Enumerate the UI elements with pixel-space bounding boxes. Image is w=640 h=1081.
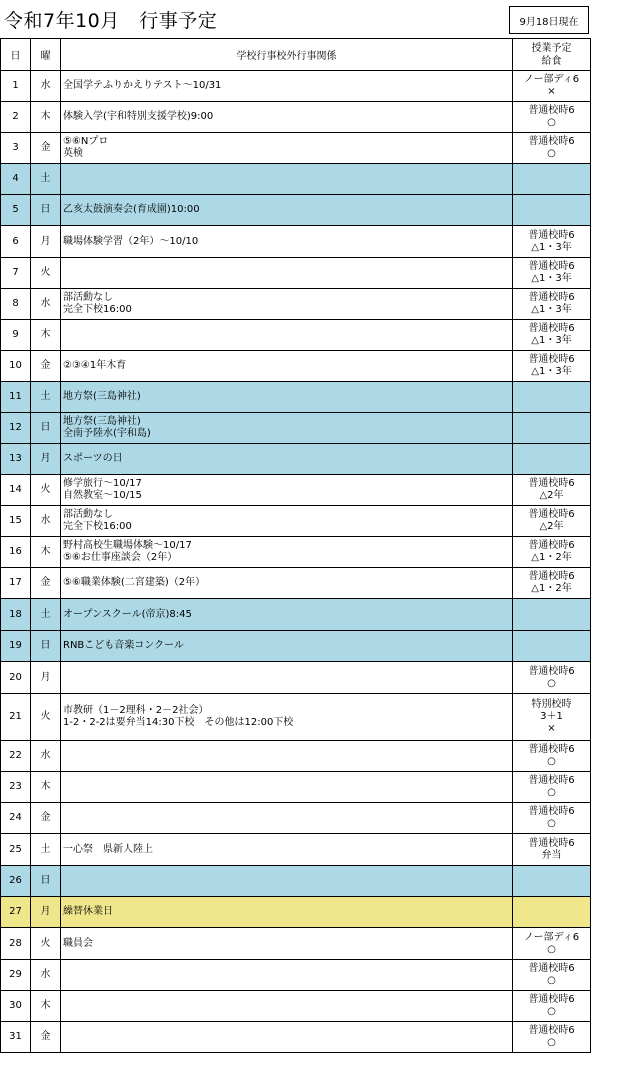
events-cell [61, 631, 513, 662]
schedule-line: 普通校時6 [528, 806, 575, 817]
table-row [1, 803, 591, 834]
table-row [1, 258, 591, 289]
event-line: 部活動なし [63, 292, 113, 303]
weekday-cell: 木 [31, 320, 61, 351]
events-cell [61, 662, 513, 694]
table-row [1, 289, 591, 320]
day-cell: 7 [1, 258, 31, 289]
schedule-line: ○ [547, 677, 556, 689]
table-row [1, 351, 591, 382]
schedule-line: 普通校時6 [528, 229, 575, 241]
schedule-line: △2年 [539, 490, 564, 501]
weekday-cell: 木 [31, 102, 61, 133]
events-cell [61, 195, 513, 226]
event-line: 英検 [63, 148, 83, 159]
day-cell: 24 [1, 803, 31, 834]
weekday-cell: 火 [31, 475, 61, 506]
day-cell: 18 [1, 599, 31, 631]
schedule-line: 3＋1 [540, 711, 563, 722]
weekday-cell: 日 [31, 631, 61, 662]
weekday-cell: 日 [31, 195, 61, 226]
as-of-date: 9月18日現在 [509, 6, 589, 34]
events-cell [61, 71, 513, 102]
weekday-cell: 水 [31, 289, 61, 320]
table-row [1, 662, 591, 694]
event-line: ⑤⑥職業体験(二宮建築)（2年） [63, 577, 206, 588]
event-line: 完全下校16:00 [63, 521, 132, 532]
events-cell [61, 382, 513, 413]
schedule-line: △2年 [539, 521, 564, 532]
day-cell: 28 [1, 928, 31, 960]
table-row [1, 960, 591, 991]
events-cell [61, 475, 513, 506]
events-cell [61, 320, 513, 351]
day-cell: 17 [1, 568, 31, 599]
schedule-line: 普通校時6 [528, 478, 575, 489]
weekday-cell: 火 [31, 258, 61, 289]
day-cell: 25 [1, 834, 31, 866]
schedule-cell [513, 772, 591, 803]
schedule-cell [513, 320, 591, 351]
day-cell: 14 [1, 475, 31, 506]
event-line: 部活動なし [63, 509, 113, 520]
schedule-cell [513, 662, 591, 694]
schedule-cell [513, 991, 591, 1022]
table-row [1, 382, 591, 413]
weekday-cell: 木 [31, 772, 61, 803]
table-row [1, 164, 591, 195]
events-cell [61, 803, 513, 834]
day-cell: 12 [1, 413, 31, 444]
day-cell: 22 [1, 741, 31, 772]
day-cell: 20 [1, 662, 31, 694]
events-cell [61, 226, 513, 258]
schedule-line: × [547, 723, 556, 734]
table-row [1, 991, 591, 1022]
day-cell: 27 [1, 897, 31, 928]
events-cell [61, 506, 513, 537]
schedule-line: 普通校時6 [528, 540, 575, 551]
schedule-line: 普通校時6 [528, 571, 575, 582]
events-cell [61, 897, 513, 928]
schedule-line: 普通校時6 [528, 292, 575, 303]
schedule-cell [513, 803, 591, 834]
event-line: 修学旅行～10/17 [63, 478, 142, 489]
schedule-line: ○ [547, 148, 556, 159]
header-schedule [513, 39, 591, 71]
schedule-line: ○ [547, 818, 556, 829]
schedule-cell [513, 164, 591, 195]
events-cell [61, 928, 513, 960]
events-cell [61, 568, 513, 599]
table-row [1, 631, 591, 662]
schedule-line: 普通校時6 [528, 665, 575, 677]
weekday-cell: 月 [31, 897, 61, 928]
events-cell [61, 289, 513, 320]
table-row [1, 133, 591, 164]
day-cell: 29 [1, 960, 31, 991]
day-cell: 5 [1, 195, 31, 226]
event-line: 職員会 [63, 937, 93, 949]
events-cell [61, 960, 513, 991]
schedule-cell [513, 102, 591, 133]
schedule-cell [513, 226, 591, 258]
schedule-line: ○ [547, 756, 556, 767]
weekday-cell: 火 [31, 694, 61, 741]
schedule-line: 普通校時6 [528, 105, 575, 116]
schedule-line: △1・3年 [531, 366, 572, 377]
schedule-line: 特別校時 [531, 699, 572, 710]
day-cell: 6 [1, 226, 31, 258]
event-line: 自然教室～10/15 [63, 490, 142, 501]
schedule-line: 普通校時6 [528, 837, 575, 849]
events-cell [61, 694, 513, 741]
table-row [1, 475, 591, 506]
event-line: 全南予陸水(宇和島) [63, 428, 151, 439]
events-cell [61, 772, 513, 803]
events-cell [61, 1022, 513, 1053]
schedule-cell [513, 599, 591, 631]
schedule-line: 普通校時6 [528, 136, 575, 147]
weekday-cell: 土 [31, 164, 61, 195]
header-events: 学校行事校外行事関係 [61, 39, 513, 71]
schedule-line: ノー部ディ6 [523, 74, 580, 85]
day-cell: 19 [1, 631, 31, 662]
schedule-cell [513, 694, 591, 741]
day-cell: 4 [1, 164, 31, 195]
weekday-cell: 火 [31, 928, 61, 960]
day-cell: 9 [1, 320, 31, 351]
schedule-cell [513, 568, 591, 599]
event-line: 1-2・2-2は要弁当14:30下校 その他は12:00下校 [63, 717, 294, 728]
table-row [1, 741, 591, 772]
weekday-cell: 土 [31, 382, 61, 413]
weekday-cell: 金 [31, 1022, 61, 1053]
schedule-cell [513, 631, 591, 662]
event-line: 職場体験学習（2年）～10/10 [63, 235, 199, 247]
schedule-cell [513, 258, 591, 289]
schedule-rows [1, 71, 591, 1053]
schedule-line: ノー部ディ6 [523, 931, 580, 943]
schedule-line: 普通校時6 [528, 509, 575, 520]
schedule-cell [513, 289, 591, 320]
event-line: 体験入学(宇和特別支援学校)9:00 [63, 111, 214, 122]
table-row [1, 1022, 591, 1053]
events-cell [61, 258, 513, 289]
day-cell: 16 [1, 537, 31, 568]
weekday-cell: 日 [31, 413, 61, 444]
header-schedule-line2: 給食 [541, 55, 562, 67]
schedule-line: ○ [547, 975, 556, 986]
schedule-line: ○ [547, 1037, 556, 1048]
header-row [1, 39, 591, 71]
weekday-cell: 月 [31, 444, 61, 475]
schedule-line: ○ [547, 787, 556, 798]
schedule-line: × [547, 86, 556, 97]
table-row [1, 506, 591, 537]
schedule-cell [513, 506, 591, 537]
events-cell [61, 741, 513, 772]
weekday-cell: 水 [31, 71, 61, 102]
events-cell [61, 991, 513, 1022]
schedule-line: 普通校時6 [528, 744, 575, 755]
schedule-cell [513, 382, 591, 413]
weekday-cell: 木 [31, 991, 61, 1022]
schedule-cell [513, 928, 591, 960]
day-cell: 23 [1, 772, 31, 803]
table-row [1, 568, 591, 599]
table-row [1, 694, 591, 741]
events-cell [61, 164, 513, 195]
day-cell: 10 [1, 351, 31, 382]
schedule-line: ○ [547, 943, 556, 955]
schedule-line: 普通校時6 [528, 1025, 575, 1036]
schedule-line: 弁当 [541, 849, 562, 861]
weekday-cell: 土 [31, 599, 61, 631]
events-cell [61, 599, 513, 631]
schedule-line: △1・3年 [531, 241, 572, 253]
weekday-cell: 水 [31, 741, 61, 772]
table-row [1, 444, 591, 475]
schedule-cell [513, 413, 591, 444]
schedule-cell [513, 444, 591, 475]
weekday-cell: 金 [31, 803, 61, 834]
weekday-cell: 木 [31, 537, 61, 568]
schedule-cell [513, 195, 591, 226]
event-line: 乙亥太鼓演奏会(育成園)10:00 [63, 204, 200, 215]
day-cell: 11 [1, 382, 31, 413]
weekday-cell: 金 [31, 351, 61, 382]
events-cell [61, 866, 513, 897]
schedule-cell [513, 866, 591, 897]
day-cell: 1 [1, 71, 31, 102]
event-line: 地方祭(三島神社) [63, 416, 141, 427]
schedule-cell [513, 897, 591, 928]
events-cell [61, 351, 513, 382]
day-cell: 3 [1, 133, 31, 164]
event-line: 野村高校生職場体験～10/17 [63, 540, 192, 551]
schedule-cell [513, 960, 591, 991]
table-row [1, 102, 591, 133]
day-cell: 13 [1, 444, 31, 475]
table-row [1, 772, 591, 803]
event-line: 市教研（1－2理科・2－2社会） [63, 705, 209, 716]
table-row [1, 320, 591, 351]
table-row [1, 928, 591, 960]
weekday-cell: 金 [31, 133, 61, 164]
events-cell [61, 444, 513, 475]
schedule-line: 普通校時6 [528, 323, 575, 334]
events-cell [61, 834, 513, 866]
event-line: オープンスクール(帝京)8:45 [63, 608, 192, 620]
schedule-cell [513, 834, 591, 866]
schedule-line: △1・2年 [531, 583, 572, 594]
schedule-line: △1・3年 [531, 304, 572, 315]
header-dow: 曜 [31, 39, 61, 71]
table-row [1, 71, 591, 102]
event-line: 完全下校16:00 [63, 304, 132, 315]
header-schedule-line1: 授業予定 [531, 42, 572, 54]
schedule-cell [513, 475, 591, 506]
schedule-line: △1・2年 [531, 552, 572, 563]
table-row [1, 834, 591, 866]
weekday-cell: 水 [31, 960, 61, 991]
table-row [1, 195, 591, 226]
schedule-cell [513, 741, 591, 772]
day-cell: 21 [1, 694, 31, 741]
event-line: 地方祭(三島神社) [63, 391, 141, 402]
page-title: 令和7年10月 行事予定 [4, 10, 218, 32]
schedule-line: 普通校時6 [528, 261, 575, 272]
weekday-cell: 水 [31, 506, 61, 537]
event-line: 繰替休業日 [63, 906, 113, 917]
event-line: ②③④1年木育 [63, 360, 127, 371]
event-line: 全国学テふりかえりテスト～10/31 [63, 80, 222, 91]
event-line: RNBこども音楽コンクール [63, 640, 184, 651]
table-row [1, 866, 591, 897]
schedule-table [0, 38, 591, 1053]
schedule-cell [513, 537, 591, 568]
day-cell: 30 [1, 991, 31, 1022]
event-line: 一心祭 県新人陸上 [63, 843, 153, 855]
schedule-line: 普通校時6 [528, 994, 575, 1005]
weekday-cell: 月 [31, 226, 61, 258]
day-cell: 8 [1, 289, 31, 320]
weekday-cell: 土 [31, 834, 61, 866]
schedule-cell [513, 351, 591, 382]
day-cell: 31 [1, 1022, 31, 1053]
weekday-cell: 金 [31, 568, 61, 599]
table-row [1, 413, 591, 444]
day-cell: 26 [1, 866, 31, 897]
schedule-line: 普通校時6 [528, 354, 575, 365]
schedule-line: △1・3年 [531, 335, 572, 346]
schedule-cell [513, 1022, 591, 1053]
events-cell [61, 133, 513, 164]
event-line: ⑤⑥Nプロ [63, 136, 109, 147]
schedule-line: ○ [547, 117, 556, 128]
weekday-cell: 月 [31, 662, 61, 694]
header-day: 日 [1, 39, 31, 71]
table-row [1, 897, 591, 928]
events-cell [61, 537, 513, 568]
schedule-line: 普通校時6 [528, 963, 575, 974]
schedule-line: 普通校時6 [528, 775, 575, 786]
schedule-line: ○ [547, 1006, 556, 1017]
table-row [1, 537, 591, 568]
weekday-cell: 日 [31, 866, 61, 897]
events-cell [61, 102, 513, 133]
schedule-cell [513, 133, 591, 164]
table-row [1, 599, 591, 631]
schedule-line: △1・3年 [531, 273, 572, 284]
day-cell: 2 [1, 102, 31, 133]
events-cell [61, 413, 513, 444]
event-line: ⑤⑥お仕事座談会（2年） [63, 552, 178, 563]
table-row [1, 226, 591, 258]
event-line: スポーツの日 [63, 453, 123, 464]
day-cell: 15 [1, 506, 31, 537]
schedule-cell [513, 71, 591, 102]
